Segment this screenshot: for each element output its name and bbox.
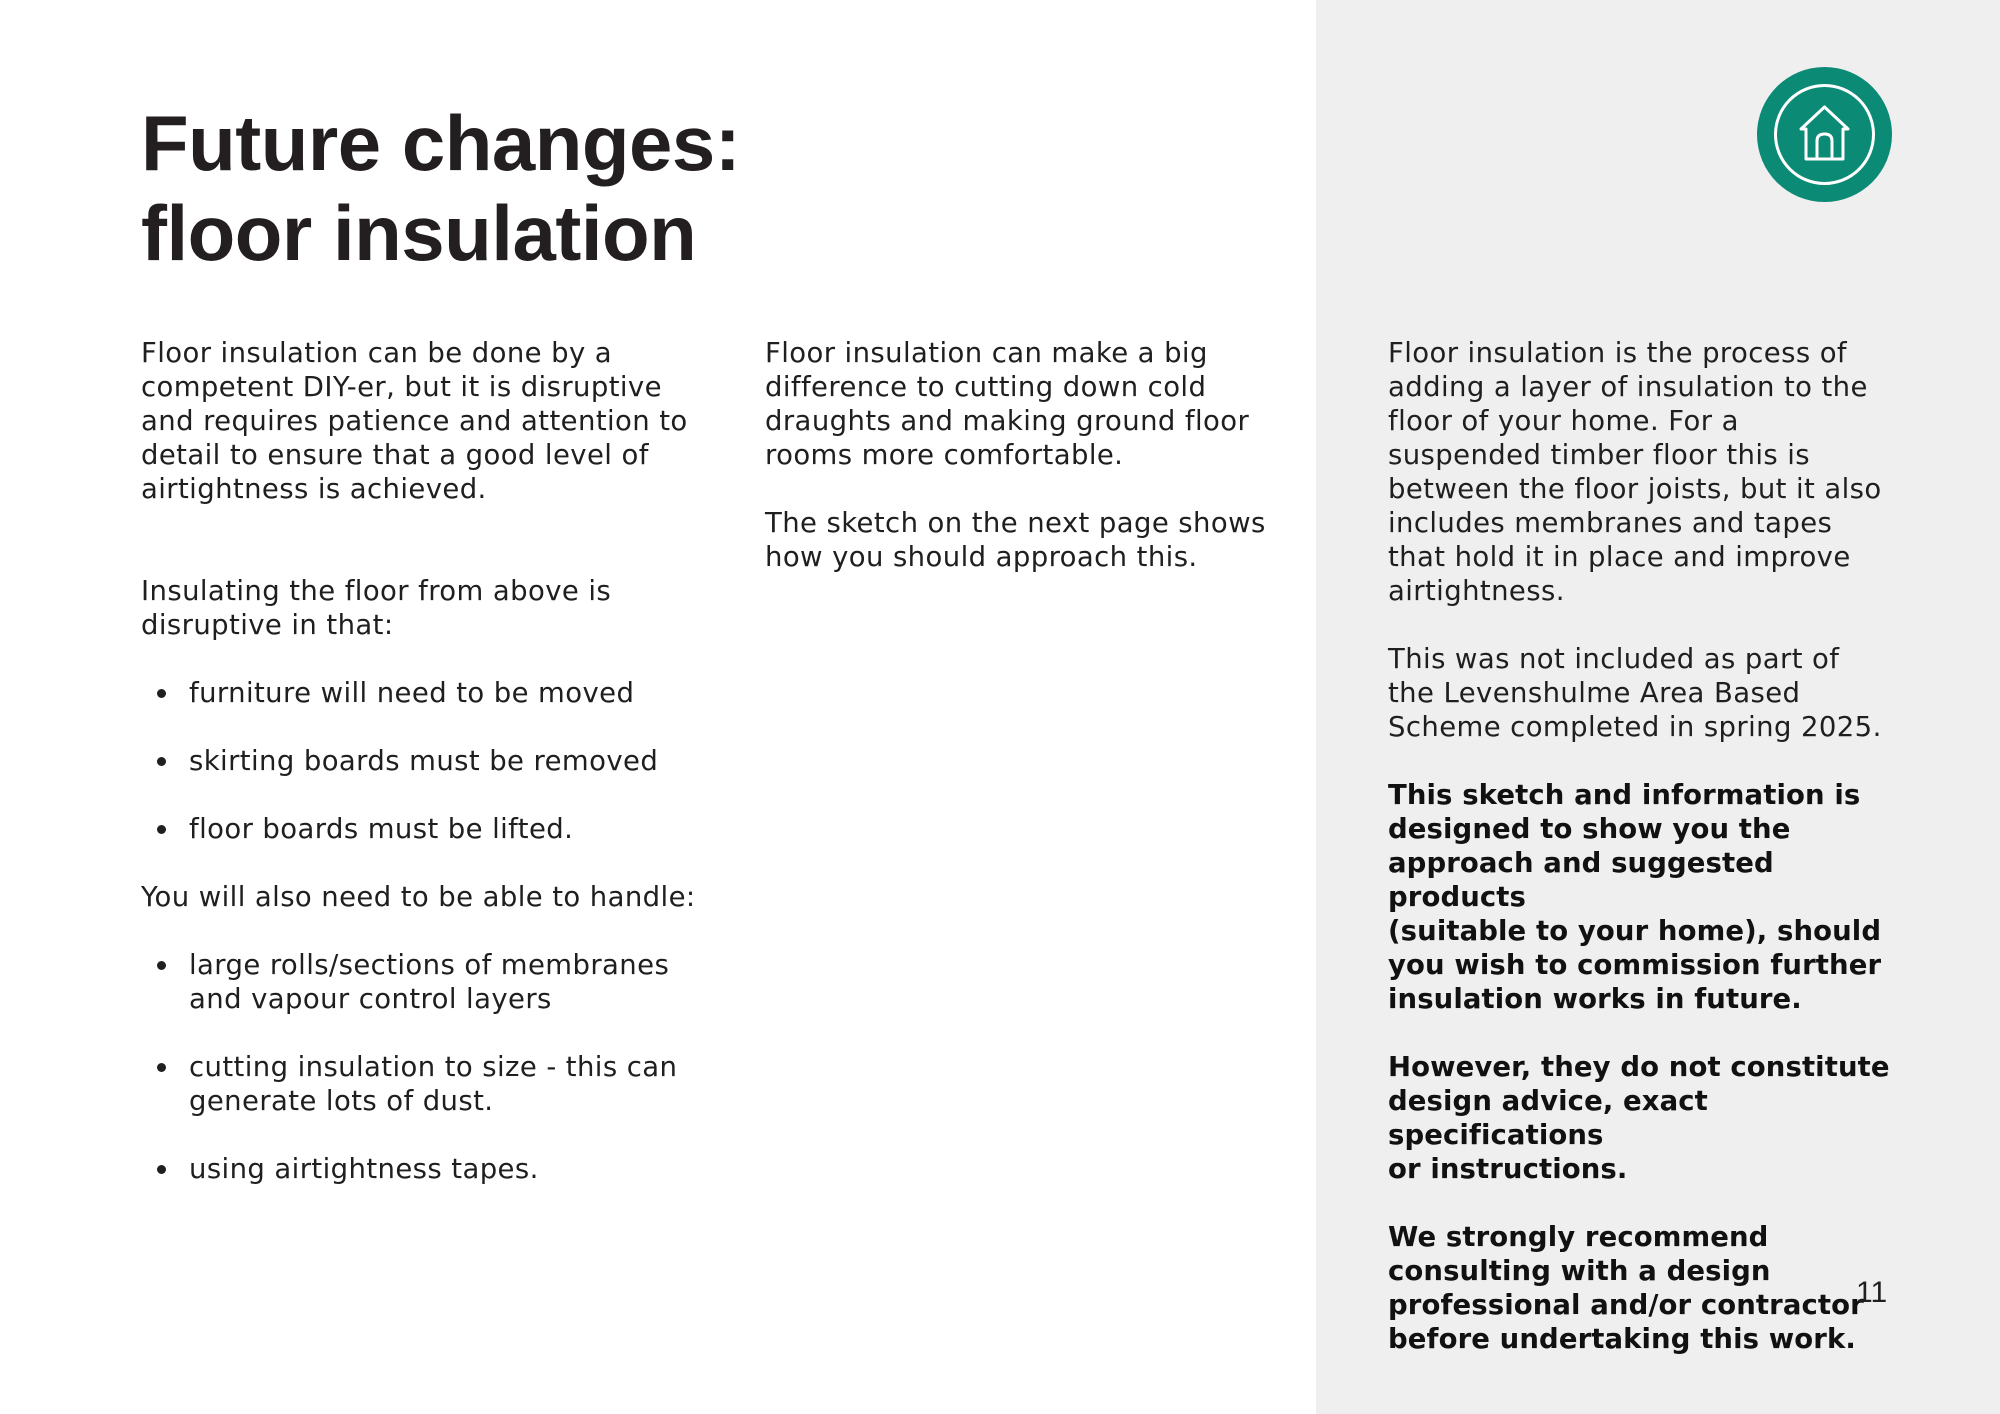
handle-list	[141, 948, 741, 1186]
column-2	[765, 336, 1305, 574]
list-item: furniture will need to be moved	[141, 676, 741, 710]
page-number: 11	[1856, 1276, 1888, 1309]
column-3	[1388, 336, 1908, 1356]
scheme-paragraph: This was not included as part of the Levenshulme Area Based Scheme completed in spring 2025.	[1388, 643, 1882, 743]
column-1	[141, 336, 741, 1186]
handle-intro: You will also need to be able to handle:	[141, 881, 696, 913]
title-line-2: floor insulation	[141, 189, 697, 277]
definition-paragraph: Floor insulation is the process of adding a layer of insulation to the floor of your home. For a suspended timber floor this is between the floor joists, but it also includes membranes and tapes that hold it in place and improve airtightness.	[1388, 337, 1882, 607]
disclaimer-paragraph-1: This sketch and information is designed to show you the approach and suggested products (suitable to your home), should you wish to commission further insulation works in future.	[1388, 779, 1882, 1015]
disclaimer-paragraph-2: However, they do not constitute design advice, exact specifications or instructions.	[1388, 1051, 1890, 1185]
list-item: skirting boards must be removed	[141, 744, 741, 778]
disruptive-list	[141, 676, 741, 846]
list-item: large rolls/sections of membranes and vapour control layers	[141, 948, 741, 1016]
intro-paragraph: Floor insulation can be done by a competent DIY-er, but it is disruptive and requires patience and attention to detail to ensure that a good level of airtightness is achieved.	[141, 337, 688, 505]
disruptive-intro: Insulating the floor from above is disruptive in that:	[141, 575, 612, 641]
sketch-paragraph: The sketch on the next page shows how you should approach this.	[765, 507, 1266, 573]
page-title	[141, 98, 740, 278]
list-item: floor boards must be lifted.	[141, 812, 741, 846]
disclaimer-paragraph-3: We strongly recommend consulting with a design professional and/or contractor before undertaking this work.	[1388, 1221, 1864, 1355]
title-line-1: Future changes:	[141, 99, 741, 187]
list-item: using airtightness tapes.	[141, 1152, 741, 1186]
home-icon	[1757, 67, 1892, 202]
benefit-paragraph: Floor insulation can make a big difference to cutting down cold draughts and making ground floor rooms more comfortable.	[765, 337, 1250, 471]
list-item: cutting insulation to size - this can generate lots of dust.	[141, 1050, 741, 1118]
